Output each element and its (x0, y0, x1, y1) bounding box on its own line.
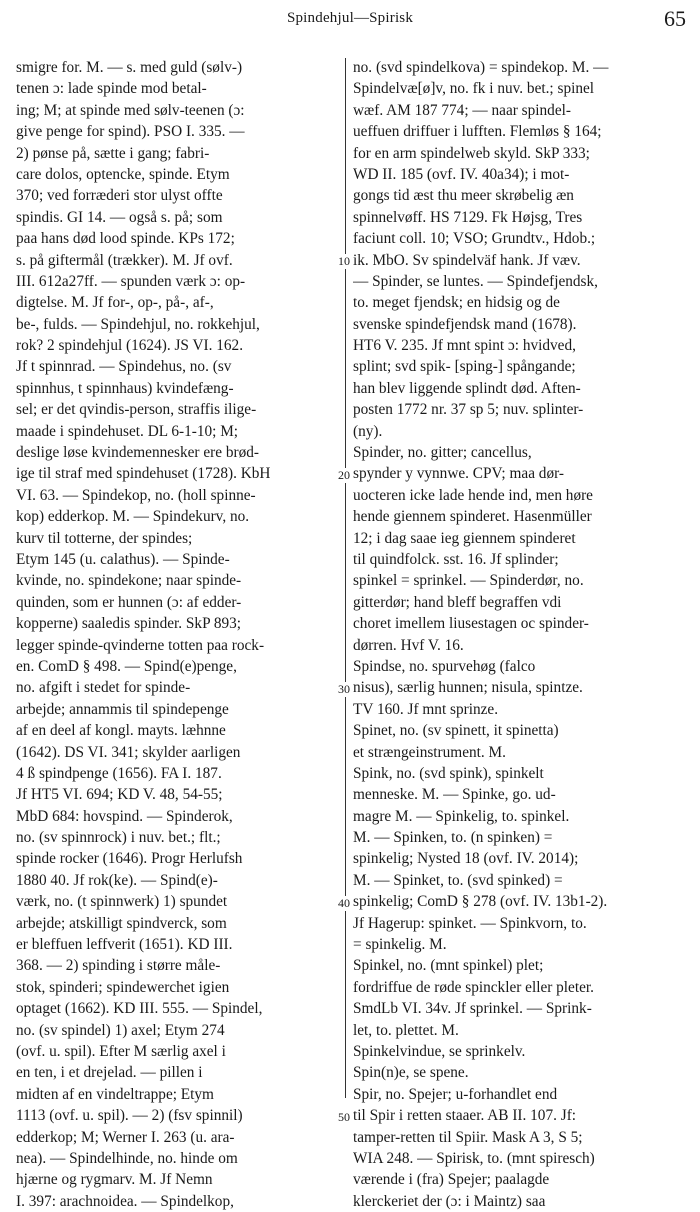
text-line: Jf Hagerup: spinket. — Spinkvorn, to. (353, 914, 587, 932)
text-line: hjærne og rygmarv. M. Jf Nemn (16, 1171, 213, 1189)
text-line: en. ComD § 498. — Spind(e)penge, (16, 657, 237, 675)
text-line: let, to. plettet. M. (353, 1021, 459, 1039)
page-number: 65 (664, 6, 686, 31)
text-line: klerckeriet der (ɔ: i Maintz) saa (353, 1192, 546, 1210)
text-line: 12; i dag saae ieg giennem spinderet (353, 529, 576, 547)
text-line: Spink, no. (svd spink), spinkelt (353, 764, 544, 782)
text-line: en ten, i et drejelad. — pillen i (16, 1064, 203, 1082)
text-line: 1880 40. Jf rok(ke). — Spind(e)- (16, 871, 218, 889)
right-column (353, 57, 693, 1212)
line-number: 50 (334, 1110, 354, 1125)
text-line: 368. — 2) spinding i større måle- (16, 957, 221, 975)
text-line: hende giennem spinderet. Hasenmüller (353, 508, 592, 526)
text-line: til quindfolck. sst. 16. Jf splinder; (353, 550, 559, 568)
text-line: nea). — Spindelhinde, no. hinde om (16, 1149, 238, 1167)
text-line: s. på giftermål (trækker). M. Jf ovf. (16, 251, 233, 269)
text-line: no. (sv spinnrock) i nuv. bet.; flt.; (16, 829, 221, 847)
text-line: værk, no. (t spinnwerk) 1) spundet (16, 893, 228, 911)
line-number: 10 (334, 254, 354, 269)
text-line: ik. MbO. Sv spindelväf hank. Jf væv. (353, 251, 581, 269)
text-line: tamper-retten til Spiir. Mask A 3, S 5; (353, 1128, 583, 1146)
text-line: kop) edderkop. M. — Spindekurv, no. (16, 508, 250, 526)
text-line: svenske spindefjendsk mand (1678). (353, 315, 577, 333)
text-line: paa hans død lood spinde. KPs 172; (16, 230, 235, 248)
text-line: stok, spinderi; spindewerchet igien (16, 978, 230, 996)
text-line: digtelse. M. Jf for-, op-, på-, af-, (16, 294, 214, 312)
text-line: spinkelig; ComD § 278 (ovf. IV. 13b1-2). (353, 893, 608, 911)
text-line: arbejde; annammis til spindepenge (16, 700, 229, 718)
text-line: er bleffuen leffverit (1651). KD III. (16, 936, 233, 954)
text-line: ing; M; at spinde med sølv-teenen (ɔ: (16, 101, 245, 119)
text-line: midten af en vindeltrappe; Etym (16, 1085, 214, 1103)
text-line: ige til straf med spindehuset (1728). KbH (16, 465, 271, 483)
text-line: Spindelvæ[ø]v, no. fk i nuv. bet.; spinel (353, 80, 595, 98)
text-line: Spir, no. Spejer; u-forhandlet end (353, 1085, 558, 1103)
text-line: han blev liggende splindt død. Aften- (353, 379, 581, 397)
text-line: 2) pønse på, sætte i gang; fabri- (16, 144, 210, 162)
text-line: I. 397: arachnoidea. — Spindelkop, (16, 1192, 234, 1210)
text-line: spinnelvøff. HS 7129. Fk Højsg, Tres (353, 208, 583, 226)
text-line: optaget (1662). KD III. 555. — Spindel, (16, 1000, 263, 1018)
text-line: spinkel = sprinkel. — Spinderdør, no. (353, 572, 584, 590)
text-line: WD II. 185 (ovf. IV. 40a34); i mot- (353, 165, 570, 183)
text-line: no. afgift i stedet for spinde- (16, 679, 191, 697)
text-line: kurv til totterne, der spindes; (16, 529, 193, 547)
text-line: Spinkelvindue, se sprinkelv. (353, 1042, 526, 1060)
text-line: faciunt coll. 10; VSO; Grundtv., Hdob.; (353, 230, 596, 248)
text-line: HT6 V. 235. Jf mnt spint ɔ: hvidved, (353, 337, 576, 355)
text-line: sel; er det qvindis-person, straffis ilige- (16, 401, 257, 419)
text-line: = spinkelig. M. (353, 936, 447, 954)
text-line: TV 160. Jf mnt sprinze. (353, 700, 499, 718)
text-line: edderkop; M; Werner I. 263 (u. ara- (16, 1128, 235, 1146)
text-line: Spin(n)e, se spene. (353, 1064, 469, 1082)
text-line: quinden, som er hunnen (ɔ: af edder- (16, 593, 242, 611)
text-line: III. 612a27ff. — spunden værk ɔ: op- (16, 272, 246, 290)
text-line: Jf t spinnrad. — Spindehus, no. (sv (16, 358, 232, 376)
left-column (16, 57, 341, 1212)
text-line: spinde rocker (1646). Progr Herlufsh (16, 850, 243, 868)
text-line: be-, fulds. — Spindehjul, no. rokkehjul, (16, 315, 260, 333)
text-line: Etym 145 (u. calathus). — Spinde- (16, 550, 230, 568)
text-line: 1113 (ovf. u. spil). — 2) (fsv spinnil) (16, 1107, 243, 1125)
text-line: wæf. AM 187 774; — naar spindel- (353, 101, 571, 119)
text-line: spindis. GI 14. — også s. på; som (16, 208, 223, 226)
text-line: kopperne) saaledis spinder. SkP 893; (16, 615, 242, 633)
text-line: to. meget fjendsk; en hidsig og de (353, 294, 560, 312)
text-line: af en deel af kongl. mayts. læhnne (16, 722, 226, 740)
text-line: uocteren icke lade hende ind, men høre (353, 486, 593, 504)
text-line: give penge for spind). PSO I. 335. — (16, 123, 245, 141)
line-number: 40 (334, 896, 354, 911)
text-line: menneske. M. — Spinke, go. ud- (353, 786, 556, 804)
text-line: — Spinder, se luntes. — Spindefjendsk, (353, 272, 598, 290)
text-line: for en arm spindelweb skyld. SkP 333; (353, 144, 590, 162)
text-line: 370; ved forræderi stor ulyst offte (16, 187, 223, 205)
text-line: legger spinde-qvinderne totten paa rock- (16, 636, 265, 654)
text-line: splint; svd spik- [sping-] spångande; (353, 358, 576, 376)
text-line: (ovf. u. spil). Efter M særlig axel i (16, 1042, 226, 1060)
text-line: spinnhus, t spinnhaus) kvindefæng- (16, 379, 234, 397)
text-line: choret imellem liusestagen oc spinder- (353, 615, 589, 633)
text-line: Spinet, no. (sv spinett, it spinetta) (353, 722, 559, 740)
text-line: MbD 684: hovspind. — Spinderok, (16, 807, 233, 825)
text-line: fordriffue de røde spinckler eller pleter. (353, 978, 594, 996)
column-divider (345, 58, 346, 1098)
text-line: arbejde; atskilligt spindverck, som (16, 914, 227, 932)
text-line: spynder y vynnwe. CPV; maa dør- (353, 465, 564, 483)
text-line: (ny). (353, 422, 383, 440)
line-number: 20 (334, 468, 354, 483)
text-line: care dolos, optencke, spinde. Etym (16, 165, 230, 183)
text-line: no. (sv spindel) 1) axel; Etym 274 (16, 1021, 225, 1039)
text-line: smigre for. M. — s. med guld (sølv-) (16, 59, 243, 76)
text-line: rok? 2 spindehjul (1624). JS VI. 162. (16, 337, 244, 355)
text-line: Spinkel, no. (mnt spinkel) plet; (353, 957, 544, 975)
text-line: gongs tid æst thu meer skrøbelig æn (353, 187, 574, 205)
text-line: maade i spindehuset. DL 6-1-10; M; (16, 422, 239, 440)
text-line: et strængeinstrument. M. (353, 743, 506, 761)
text-line: tenen ɔ: lade spinde mod betal- (16, 80, 207, 98)
text-line: ueffuen driffuer i lufften. Flemløs § 164; (353, 123, 602, 141)
text-line: SmdLb VI. 34v. Jf sprinkel. — Sprink- (353, 1000, 592, 1018)
line-number: 30 (334, 682, 354, 697)
text-line: (1642). DS VI. 341; skylder aarligen (16, 743, 241, 761)
text-line: Spindse, no. spurvehøg (falco (353, 657, 536, 675)
text-line: posten 1772 nr. 37 sp 5; nuv. splinter- (353, 401, 584, 419)
running-head: Spindehjul—Spirisk (286, 10, 414, 26)
text-line: M. — Spinken, to. (n spinken) = (353, 829, 553, 847)
text-line: nisus), særlig hunnen; nisula, spintze. (353, 679, 583, 697)
text-line: dørren. Hvf V. 16. (353, 636, 464, 654)
text-line: VI. 63. — Spindekop, no. (holl spinne- (16, 486, 256, 504)
text-line: 4 ß spindpenge (1656). FA I. 187. (16, 764, 222, 782)
text-line: magre M. — Spinkelig, to. spinkel. (353, 807, 570, 825)
text-line: til Spir i retten staaer. AB II. 107. Jf: (353, 1107, 577, 1125)
text-line: WIA 248. — Spirisk, to. (mnt spiresch) (353, 1149, 595, 1167)
page-header (0, 6, 700, 36)
text-line: gitterdør; hand bleff begraffen vdi (353, 593, 562, 611)
text-line: Spinder, no. gitter; cancellus, (353, 444, 532, 462)
text-line: no. (svd spindelkova) = spindekop. M. — (353, 59, 609, 76)
text-line: kvinde, no. spindekone; naar spinde- (16, 572, 242, 590)
text-line: M. — Spinket, to. (svd spinked) = (353, 871, 563, 889)
text-line: spinkelig; Nysted 18 (ovf. IV. 2014); (353, 850, 579, 868)
text-line: Jf HT5 VI. 694; KD V. 48, 54-55; (16, 786, 223, 804)
text-line: værende i (fra) Spejer; paalagde (353, 1171, 550, 1189)
text-line: deslige løse kvindemennesker ere brød- (16, 444, 259, 462)
